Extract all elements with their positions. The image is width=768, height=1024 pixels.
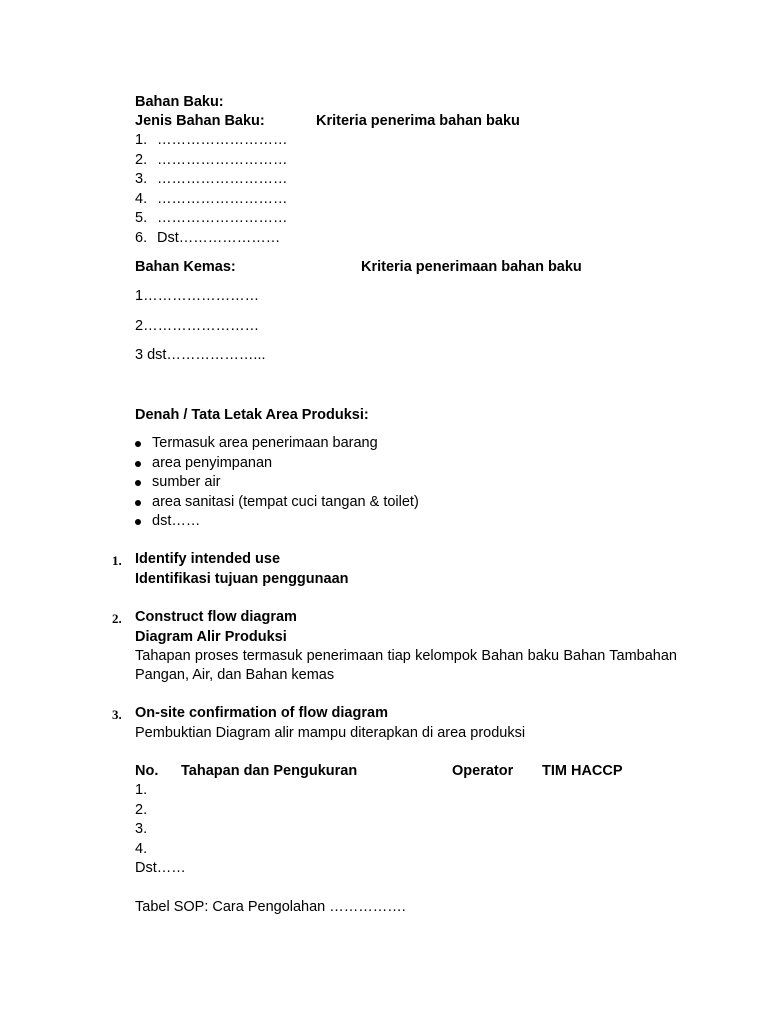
bahan-baku-item — [135, 190, 288, 209]
denah-heading: Denah / Tata Letak Area Produksi: — [135, 407, 369, 423]
bahan-baku-item — [135, 170, 288, 189]
bahan-baku-item — [135, 229, 280, 248]
bahan-baku-heading: Bahan Baku: — [135, 94, 224, 110]
section-title: On-site confirmation of flow diagram — [135, 705, 388, 721]
table-header-no: No. — [135, 763, 159, 779]
denah-bullet-list — [135, 434, 419, 532]
bahan-kemas-item: 3 dst………………... — [135, 347, 266, 363]
bullet-item — [135, 493, 419, 513]
bahan-kemas-item: 1…………………… — [135, 288, 260, 304]
bullet-item — [135, 512, 419, 532]
bullet-text: sumber air — [152, 474, 221, 491]
bullet-icon — [135, 480, 141, 486]
table-header-operator: Operator — [452, 763, 514, 779]
table-row: 4. — [135, 841, 148, 857]
bahan-baku-item — [135, 151, 288, 170]
bullet-item — [135, 473, 419, 493]
bullet-text: Termasuk area penerimaan barang — [152, 435, 378, 451]
section-body: Tahapan proses termasuk penerimaan tiap kelompok Bahan baku Bahan Tambahan Pangan, Air, dan Bahan kemas — [135, 648, 677, 684]
section-number: 1. — [112, 553, 122, 568]
item-text: ……………………… — [157, 171, 288, 187]
item-number: 4. — [135, 190, 148, 207]
bahan-kemas-item: 2…………………… — [135, 318, 260, 334]
item-number: 6. — [135, 229, 148, 246]
item-number: 2. — [135, 151, 148, 168]
bullet-icon — [135, 441, 141, 447]
item-text: ……………………… — [157, 132, 288, 148]
item-number: 3. — [135, 171, 148, 187]
section-subtitle: Diagram Alir Produksi — [135, 629, 287, 645]
bullet-text: dst…… — [152, 513, 201, 530]
table-row: 3. — [135, 821, 148, 837]
section-title: Identify intended use — [135, 551, 281, 567]
item-text: ……………………… — [157, 210, 288, 226]
bullet-icon — [135, 500, 141, 506]
section-number: 3. — [112, 707, 122, 722]
bullet-icon — [135, 519, 141, 525]
bahan-baku-item — [135, 131, 288, 150]
section-number: 2. — [112, 611, 122, 626]
bullet-text: area sanitasi (tempat cuci tangan & toilet) — [152, 493, 419, 510]
table-header-tim-haccp: TIM HACCP — [542, 763, 623, 779]
item-number: 1. — [135, 132, 148, 148]
kriteria-penerima-label: Kriteria penerima bahan baku — [316, 113, 520, 129]
tabel-sop-caption: Tabel SOP: Cara Pengolahan ……………. — [135, 899, 406, 915]
table-row: 2. — [135, 802, 148, 818]
item-text: ……………………… — [157, 190, 288, 207]
section-subtitle: Identifikasi tujuan penggunaan — [135, 571, 349, 587]
item-number: 5. — [135, 210, 148, 226]
bullet-item — [135, 454, 419, 474]
bullet-icon — [135, 461, 141, 467]
bahan-kemas-heading: Bahan Kemas: — [135, 259, 236, 275]
kriteria-penerimaan-label: Kriteria penerimaan bahan baku — [361, 259, 582, 275]
table-row: Dst…… — [135, 860, 186, 876]
section-title: Construct flow diagram — [135, 609, 297, 625]
bahan-baku-item — [135, 209, 288, 228]
section-body: Pembuktian Diagram alir mampu diterapkan di area produksi — [135, 725, 526, 741]
bullet-text: area penyimpanan — [152, 454, 273, 471]
item-text: ……………………… — [157, 151, 288, 168]
bullet-item — [135, 434, 419, 454]
item-text: Dst………………… — [157, 229, 281, 246]
jenis-bahan-baku-label: Jenis Bahan Baku: — [135, 113, 265, 129]
table-header-tahapan: Tahapan dan Pengukuran — [181, 763, 358, 779]
table-row: 1. — [135, 782, 148, 798]
